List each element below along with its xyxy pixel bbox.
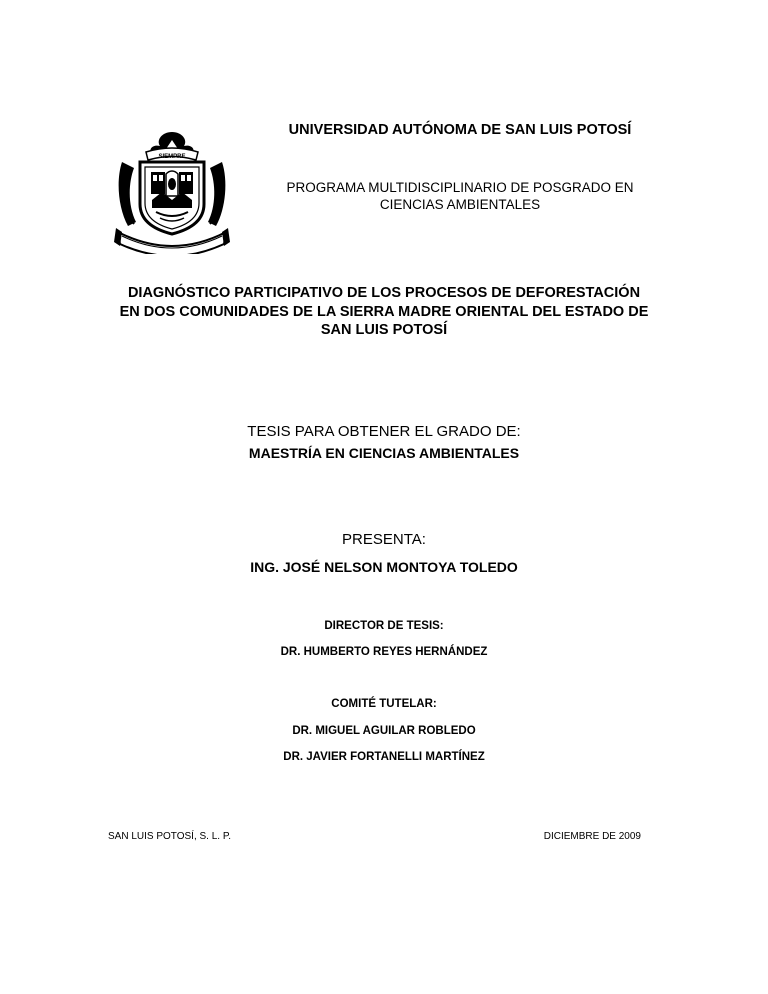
program-name-line1: PROGRAMA MULTIDISCIPLINARIO DE POSGRADO EN: [286, 180, 634, 195]
program-name: [250, 179, 670, 213]
thesis-title-line1: DIAGNÓSTICO PARTICIPATIVO DE LOS PROCESOS DE DEFORESTACIÓN: [127, 285, 641, 301]
degree-name: MAESTRÍA EN CIENCIAS AMBIENTALES: [248, 445, 520, 461]
director-label: DIRECTOR DE TESIS:: [324, 620, 444, 632]
university-crest-icon: [112, 128, 232, 254]
committee-member: DR. JAVIER FORTANELLI MARTÍNEZ: [283, 751, 485, 763]
program-name-line2: CIENCIAS AMBIENTALES: [379, 197, 541, 212]
director-name: DR. HUMBERTO REYES HERNÁNDEZ: [280, 646, 488, 658]
thesis-title-line3: SAN LUIS POTOSÍ: [320, 322, 448, 338]
committee-member: DR. MIGUEL AGUILAR ROBLEDO: [292, 725, 476, 737]
thesis-title-line2: EN DOS COMUNIDADES DE LA SIERRA MADRE ORIENTAL DEL ESTADO DE: [119, 303, 649, 320]
place: SAN LUIS POTOSÍ, S. L. P.: [108, 831, 232, 842]
presents-label: PRESENTA:: [342, 531, 426, 548]
date: DICIEMBRE DE 2009: [543, 831, 641, 842]
thesis-title: [94, 284, 674, 340]
crest-motto: SIEMPRE: [158, 154, 186, 160]
author-name: ING. JOSÉ NELSON MONTOYA TOLEDO: [250, 559, 518, 575]
committee-label: COMITÉ TUTELAR:: [331, 698, 437, 710]
university-name: UNIVERSIDAD AUTÓNOMA DE SAN LUIS POTOSÍ: [288, 122, 632, 138]
degree-intro: TESIS PARA OBTENER EL GRADO DE:: [247, 423, 521, 440]
